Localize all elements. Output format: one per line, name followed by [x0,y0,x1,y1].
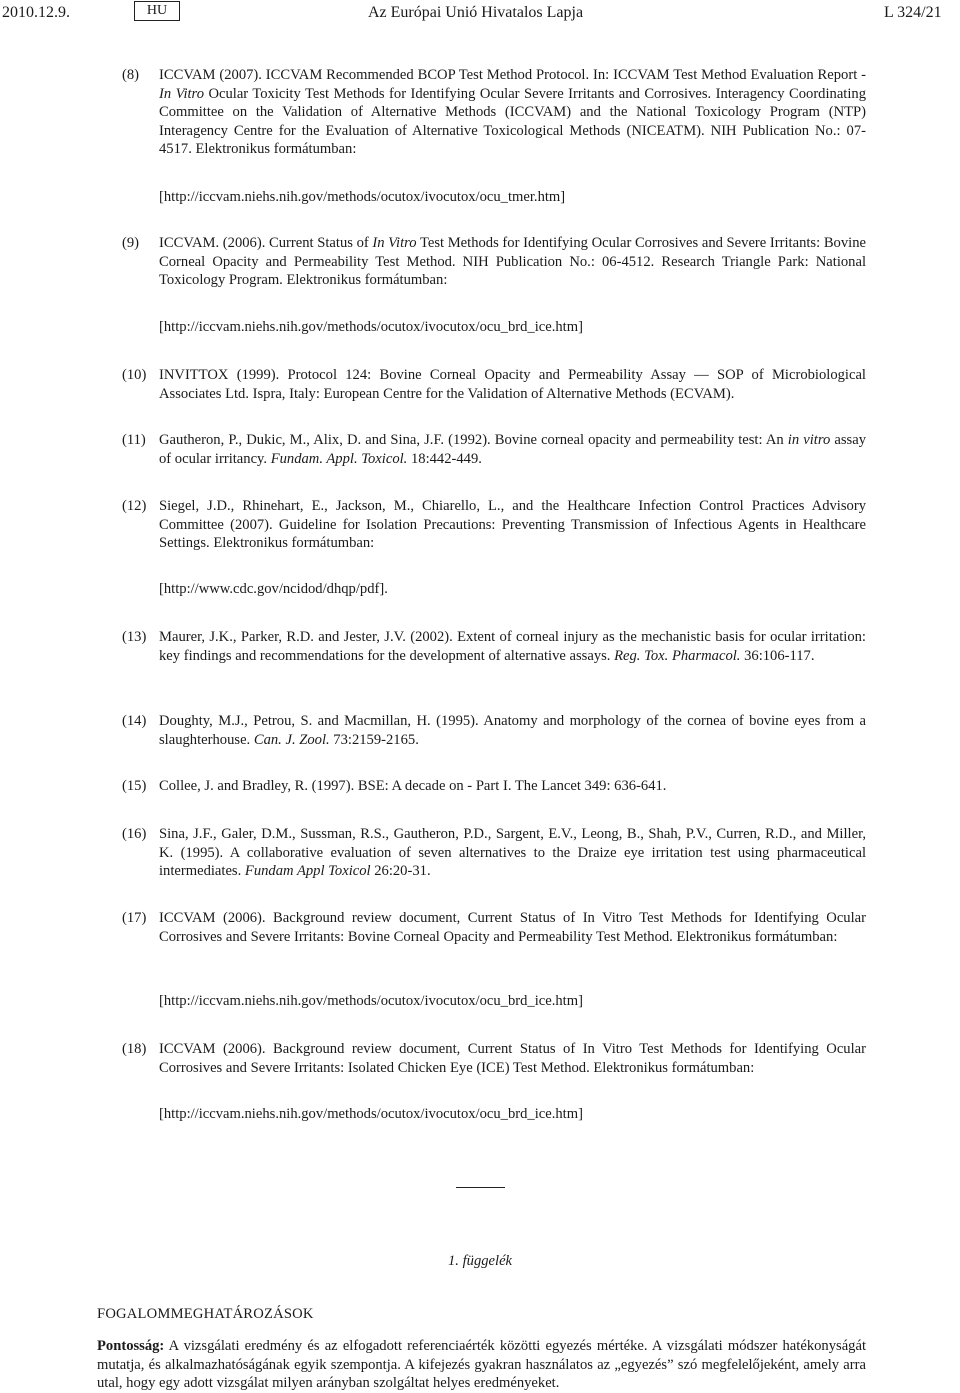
page-reference: L 324/21 [884,4,942,21]
reference-url: [http://www.cdc.gov/ncidod/dhqp/pdf]. [159,581,388,597]
reference-item [122,825,866,881]
reference-number: (8) [122,67,140,83]
reference-url: [http://iccvam.niehs.nih.gov/methods/ocutox/ivocutox/ocu_tmer.htm] [159,189,566,205]
definition-paragraph [97,1337,866,1393]
reference-item [122,712,866,749]
reference-number: (10) [122,367,147,383]
reference-text: Maurer, J.K., Parker, R.D. and Jester, J.V. (2002). Extent of corneal injury as the mechanistic basis for ocular irritation: key findings and recommendations for the development of alternative assays. Reg. Tox. Pharmacol. 36:106-117. [159,629,866,664]
reference-url: [http://iccvam.niehs.nih.gov/methods/ocutox/ivocutox/ocu_brd_ice.htm] [159,1106,583,1122]
reference-item [122,66,866,159]
reference-number: (9) [122,235,140,251]
reference-item [122,909,866,946]
publication-date: 2010.12.9. [2,4,70,21]
reference-item [122,497,866,553]
reference-text: ICCVAM. (2006). Current Status of In Vitro Test Methods for Identifying Ocular Corrosives and Severe Irritants: Bovine Corneal Opacity and Permeability Test Method. NIH Publication No.: 06-4512. Research Triangle Park: National Toxicology Program. Elektronikus formátumban: [159,235,866,288]
reference-text: Sina, J.F., Galer, D.M., Sussman, R.S., Gautheron, P.D., Sargent, E.V., Leong, B., Shah, P.V., Curren, R.D., and Miller, K. (1995). A collaborative evaluation of seven alternatives to the Draize eye irritation test using pharmaceutical intermediates. Fundam Appl Toxicol 26:20-31. [159,826,866,879]
reference-number: (15) [122,778,147,794]
reference-number: (11) [122,432,146,448]
reference-text: ICCVAM (2006). Background review document, Current Status of In Vitro Test Methods for Identifying Ocular Corrosives and Severe Irritants: Isolated Chicken Eye (ICE) Test Method. Elektronikus formátumban: [159,1041,866,1076]
definition-term: Pontosság: [97,1338,165,1354]
reference-text: Doughty, M.J., Petrou, S. and Macmillan, H. (1995). Anatomy and morphology of the cornea of bovine eyes from a slaughterhouse. Can. J. Zool. 73:2159-2165. [159,713,866,748]
definitions-heading: FOGALOMMEGHATÁROZÁSOK [97,1306,314,1322]
reference-text: ICCVAM (2007). ICCVAM Recommended BCOP Test Method Protocol. In: ICCVAM Test Method Evaluation Report - In Vitro Ocular Toxicity Test Methods for Identifying Ocular Severe Irritants and Corrosives. Interagency Coordinating Committee on the Validation of Alternative Methods (ICCVAM) and the National Toxicology Program (NTP) Interagency Centre for the Evaluation of Alternative Toxicological Methods (NICEATM). NIH Publication No.: 07-4517. Elektronikus formátumban: [159,67,867,157]
reference-item [122,366,866,403]
journal-title: Az Európai Unió Hivatalos Lapja [368,4,584,21]
reference-url: [http://iccvam.niehs.nih.gov/methods/ocutox/ivocutox/ocu_brd_ice.htm] [159,993,583,1009]
reference-url: [http://iccvam.niehs.nih.gov/methods/ocutox/ivocutox/ocu_brd_ice.htm] [159,319,583,335]
reference-item [122,234,866,290]
reference-text: ICCVAM (2006). Background review document, Current Status of In Vitro Test Methods for Identifying Ocular Corrosives and Severe Irritants: Bovine Corneal Opacity and Permeability Test Method. Elektronikus formátumban: [159,910,866,945]
reference-item [122,628,866,665]
reference-number: (12) [122,498,147,514]
reference-number: (14) [122,713,147,729]
section-divider [456,1187,505,1188]
language-badge: HU [134,1,180,21]
reference-item [122,431,866,468]
reference-number: (18) [122,1041,147,1057]
reference-number: (16) [122,826,147,842]
reference-number: (13) [122,629,147,645]
reference-text: Gautheron, P., Dukic, M., Alix, D. and Sina, J.F. (1992). Bovine corneal opacity and permeability test: An in vitro assay of ocular irritancy. Fundam. Appl. Toxicol. 18:442-449. [159,432,866,467]
reference-item [122,1040,866,1077]
reference-text: INVITTOX (1999). Protocol 124: Bovine Corneal Opacity and Permeability Assay — SOP of Microbiological Associates Ltd. Ispra, Italy: European Centre for the Validation of Alternative Methods (ECVAM). [159,367,866,402]
reference-item [122,777,866,796]
reference-text: Collee, J. and Bradley, R. (1997). BSE: A decade on - Part I. The Lancet 349: 636-641. [159,778,667,794]
annex-title: 1. függelék [448,1253,513,1269]
reference-number: (17) [122,910,147,926]
page-header [0,3,960,25]
reference-text: Siegel, J.D., Rhinehart, E., Jackson, M., Chiarello, L., and the Healthcare Infection Control Practices Advisory Committee (2007). Guideline for Isolation Precautions: Preventing Transmission of Infectious Agents in Healthcare Settings. Elektronikus formátumban: [159,498,866,551]
definition-text: A vizsgálati eredmény és az elfogadott referenciaérték közötti egyezés mértéke. A vizsgálati módszer hatékonyságát mutatja, és alkalmazhatóságának egyik szempontja. A kifejezés gyakran használatos az „egyezés” szó megfelelőjeként, amely arra utal, hogy egy adott vizsgálat milyen arányban szolgáltat helyes eredményeket. [97,1338,866,1391]
